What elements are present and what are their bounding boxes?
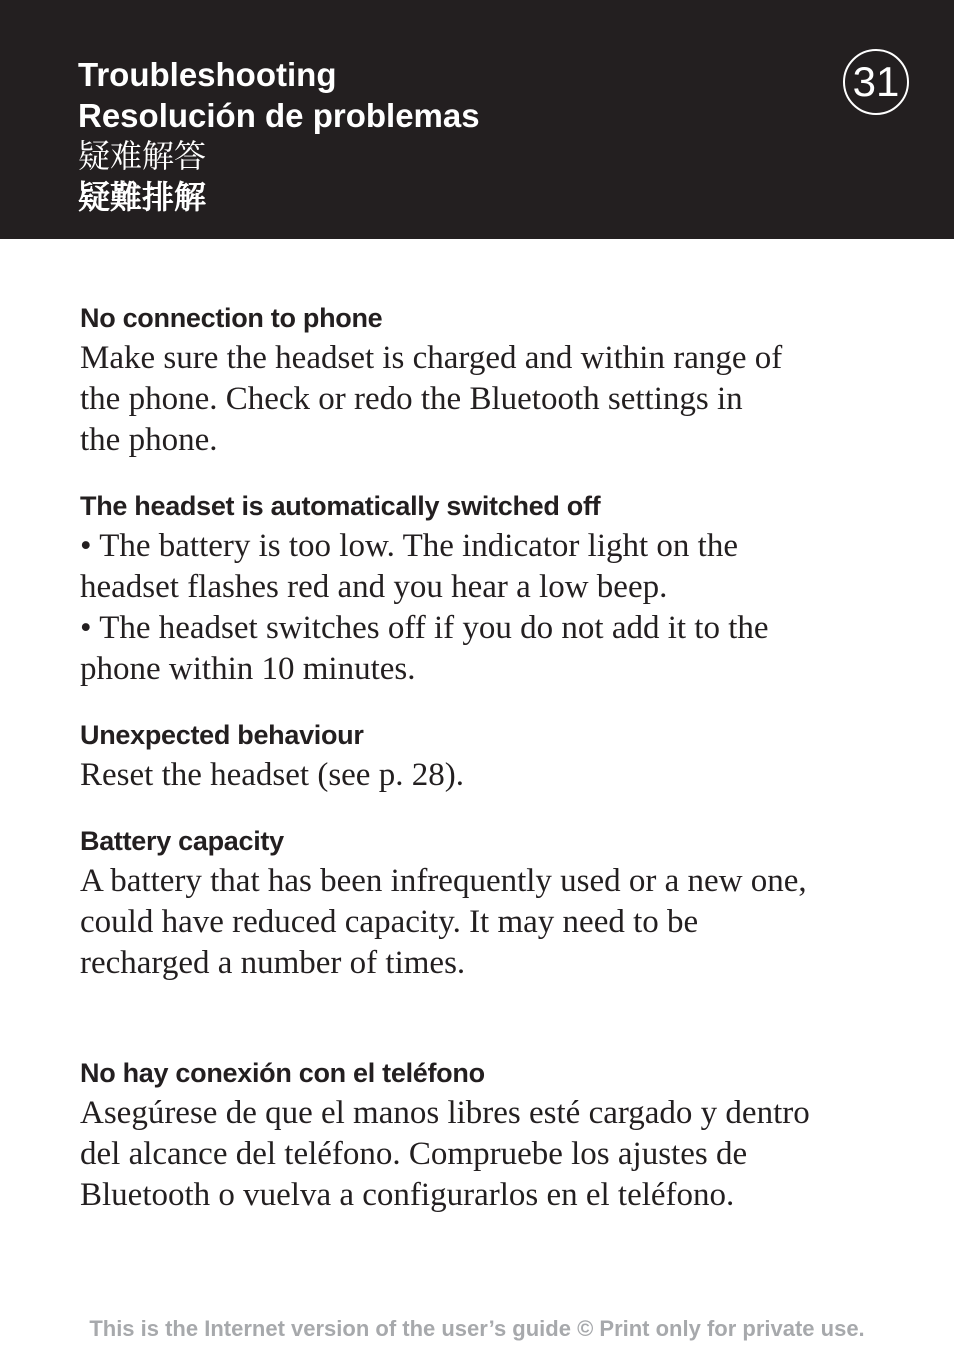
body-line: • The battery is too low. The indicator light on the: [80, 528, 738, 564]
section-no-connection: [80, 298, 900, 461]
section-heading: Unexpected behaviour: [80, 720, 364, 750]
section-battery-capacity: [80, 821, 900, 984]
body-line: del alcance del teléfono. Compruebe los ajustes de: [80, 1136, 748, 1172]
page-number: 31: [843, 49, 909, 115]
section-heading: The headset is automatically switched off: [80, 491, 601, 521]
body-line: the phone.: [80, 422, 218, 458]
body-line: headset flashes red and you hear a low beep.: [80, 569, 668, 605]
title-chinese-traditional: 疑難排解: [78, 179, 207, 215]
title-spanish: Resolución de problemas: [78, 97, 480, 134]
section-auto-switch-off: [80, 486, 900, 690]
title-english: Troubleshooting: [78, 56, 337, 93]
section-no-connection-es: [80, 1053, 900, 1216]
section-body: [80, 338, 900, 461]
body-line: could have reduced capacity. It may need to be: [80, 904, 699, 940]
section-body: [80, 526, 900, 690]
body-line: Bluetooth o vuelva a configurarlos en el teléfono.: [80, 1177, 735, 1213]
section-heading: No connection to phone: [80, 303, 383, 333]
section-heading: Battery capacity: [80, 826, 284, 856]
section-unexpected-behaviour: [80, 715, 900, 796]
body-line: Make sure the headset is charged and within range of: [80, 340, 783, 376]
section-body: [80, 1093, 900, 1216]
section-body: [80, 755, 900, 796]
header-titles: [78, 54, 480, 218]
page-header: [0, 0, 954, 239]
troubleshooting-content: [80, 298, 900, 1216]
body-line: Asegúrese de que el manos libres esté cargado y dentro: [80, 1095, 810, 1131]
body-line: the phone. Check or redo the Bluetooth settings in: [80, 381, 743, 417]
section-heading: No hay conexión con el teléfono: [80, 1058, 485, 1088]
title-chinese-simplified: 疑难解答: [78, 138, 207, 174]
body-line: Reset the headset (see p. 28).: [80, 757, 464, 793]
section-body: [80, 861, 900, 984]
footer-notice: This is the Internet version of the user’s guide © Print only for private use.: [89, 1316, 865, 1341]
body-line: • The headset switches off if you do not add it to the: [80, 610, 769, 646]
body-line: phone within 10 minutes.: [80, 651, 416, 687]
body-line: A battery that has been infrequently used or a new one,: [80, 863, 807, 899]
body-line: recharged a number of times.: [80, 945, 466, 981]
